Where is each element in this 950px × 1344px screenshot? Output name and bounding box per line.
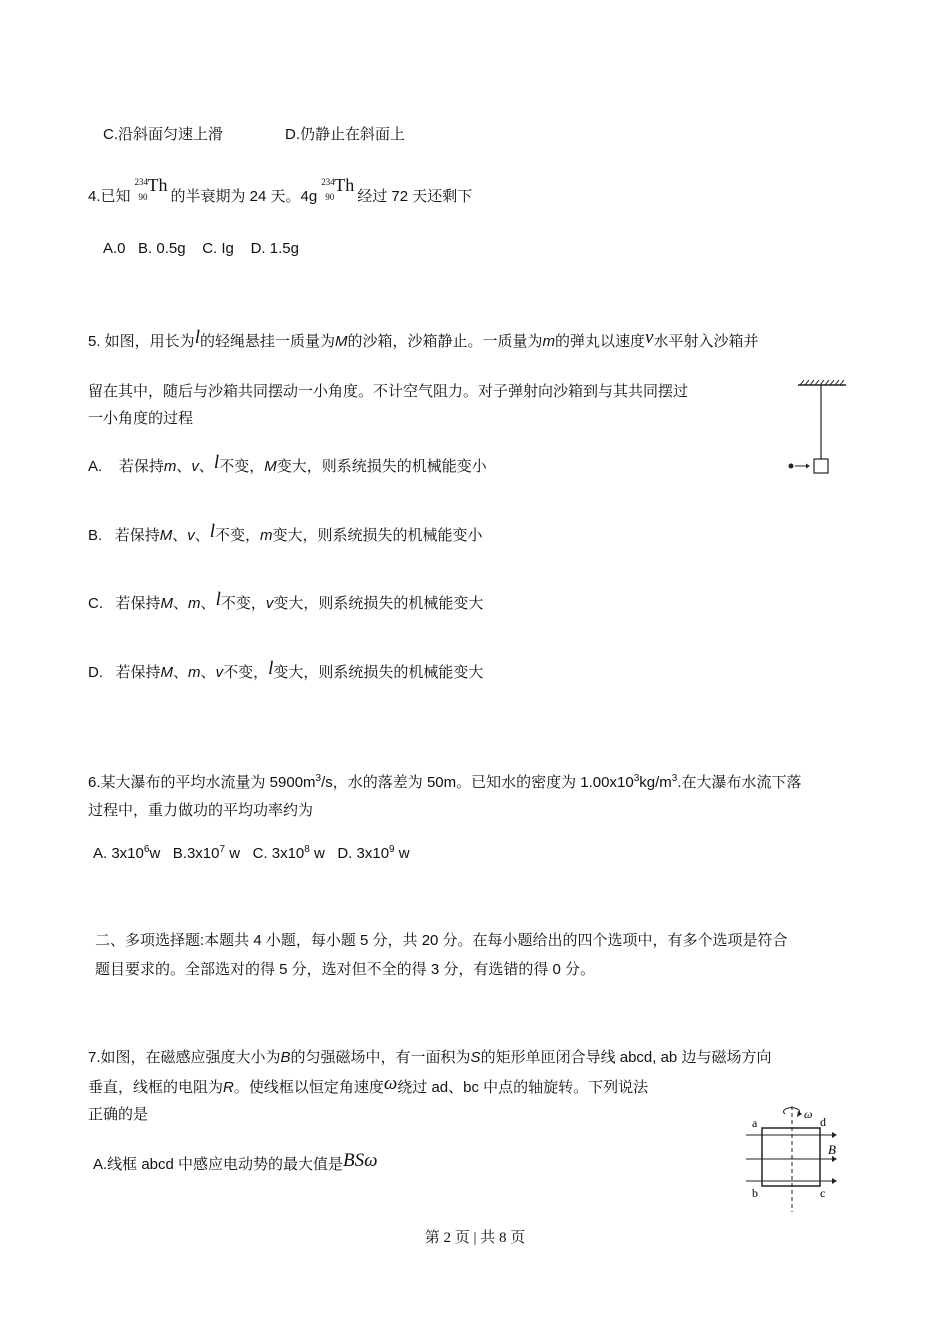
q6-stem-line1: 6.某大瀑布的平均水流量为 $5900m^3/s$，水的落差为 50m。已知水的密度为 $1.00x10^3kg/m^3$.在大瀑布水流下落 (88, 773, 802, 791)
q5-option-b: B. 若保持M、v、l不变，m变大，则系统损失的机械能变小 (88, 521, 483, 544)
q5-stem-line3: 一小角度的过程 (88, 410, 194, 427)
section2-instructions-line1: 二、多项选择题:本题共 4 小题，每小题 5 分，共 20 分。在每小题给出的四个选项中，有多个选项是符合 (95, 932, 788, 949)
q7-stem-line1: 7.如图，在磁感应强度大小为B的匀强磁场中，有一面积为S的矩形单匝闭合导线 abcd, ab 边与磁场方向 (88, 1049, 772, 1066)
q5-option-d: D. 若保持M、m、v不变，l变大，则系统损失的机械能变大 (88, 658, 484, 681)
section2-instructions-line2: 题目要求的。全部选对的得 5 分，选对但不全的得 3 分，有选错的得 0 分。 (95, 961, 596, 978)
corner-d-label: d (820, 1115, 826, 1129)
magnetic-field-lines (746, 1135, 832, 1181)
corner-a-label: a (752, 1116, 758, 1130)
var-omega: ω (383, 1073, 398, 1094)
q7-option-a: A.线框 abcd 中感应电动势的最大值是BSω (93, 1150, 378, 1173)
q5-stem-line1: 5. 如图，用长为l的轻绳悬挂一质量为M的沙箱，沙箱静止。一质量为m的弹丸以速度v水平射入沙箱并 (88, 327, 759, 350)
thorium-nuclide-2: 234 90 Th (321, 175, 355, 202)
var-l: l (194, 327, 200, 348)
rotating-coil-diagram (740, 1100, 850, 1215)
corner-b-label: b (752, 1186, 758, 1200)
q5-option-c: C. 若保持M、m、l不变，v变大，则系统损失的机械能变大 (88, 589, 484, 612)
q4-suffix: 经过 72 天还剩下 (357, 188, 473, 205)
coil-frame (762, 1128, 820, 1186)
q6-options: A. $3x10^6w$ $B.3x10^7$ w C. $3x10^8$ w D. $3x10^9$ w (93, 844, 410, 862)
field-arrowhead-3 (832, 1178, 837, 1184)
pendulum-sandbox-diagram (780, 375, 850, 485)
q4-stem (88, 175, 473, 207)
page-footer: 第 2 页 | 共 8 页 (424, 1230, 526, 1246)
q5-stem-line2: 留在其中，随后与沙箱共同摆动一小角度。不计空气阻力。对子弹射向沙箱到与其共同摆过 (88, 383, 689, 400)
bullet (789, 464, 794, 469)
q3-option-d: D.仍静止在斜面上 (285, 126, 406, 143)
q4-prefix: 4.已知 (88, 188, 131, 205)
var-v: v (645, 327, 654, 348)
field-B-label: B (828, 1142, 836, 1157)
thorium-nuclide: 234 90 Th (134, 175, 168, 202)
q7-stem-line3: 正确的是 (88, 1106, 149, 1123)
velocity-arrowhead (806, 464, 810, 469)
q6-stem-line2: 过程中，重力做功的平均功率约为 (88, 802, 314, 819)
omega-label: ω (804, 1107, 813, 1121)
q4-options: A.0 B. 0.5g C. Ig D. 1.5g (103, 240, 299, 257)
formula-bs-omega: BSω (343, 1150, 378, 1171)
sandbox (814, 459, 828, 473)
q5-option-a: A. 若保持m、v、l不变，M变大，则系统损失的机械能变小 (88, 452, 487, 475)
q3-option-c: C.沿斜面匀速上滑 (103, 126, 224, 143)
q4-middle: 的半衰期为 24 天。4g (170, 188, 318, 205)
corner-c-label: c (820, 1186, 826, 1200)
field-arrowhead-1 (832, 1132, 837, 1138)
q7-stem-line2: 垂直，线框的电阻为R。使线框以恒定角速度ω绕过 ad、bc 中点的轴旋转。下列说法 (88, 1073, 649, 1096)
